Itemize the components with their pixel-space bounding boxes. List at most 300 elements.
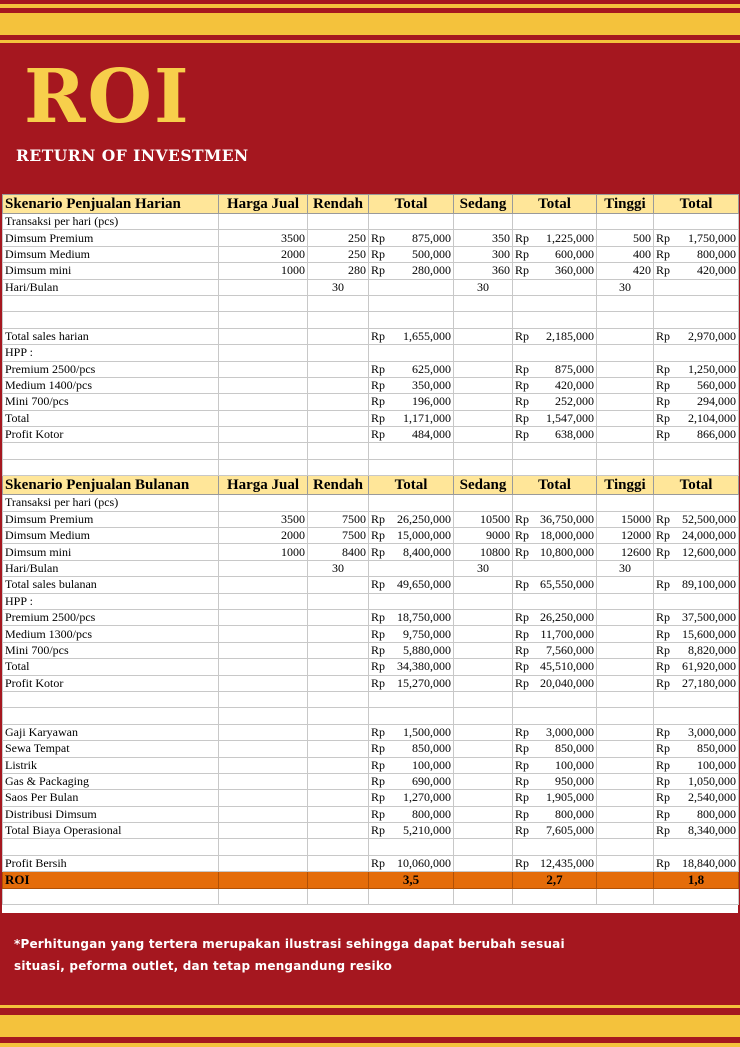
price-cell: 1000 xyxy=(219,263,308,279)
row-label: Profit Bersih xyxy=(3,855,219,871)
table-cell xyxy=(454,888,513,904)
low-qty-cell xyxy=(308,659,369,675)
table-row xyxy=(3,544,739,560)
low-qty-cell: 30 xyxy=(308,279,369,295)
high-qty-cell xyxy=(597,855,654,871)
high-total-cell xyxy=(654,279,739,295)
low-qty-cell: 250 xyxy=(308,230,369,246)
low-total-cell xyxy=(369,495,454,511)
high-qty-cell xyxy=(597,577,654,593)
amount-value: 3,000,000 xyxy=(688,724,736,739)
price-cell xyxy=(219,790,308,806)
low-total-cell xyxy=(369,345,454,361)
mid-total-cell xyxy=(513,642,597,658)
amount-value: 36,750,000 xyxy=(540,511,594,526)
low-qty-cell xyxy=(308,312,369,328)
table-cell xyxy=(308,872,369,888)
high-qty-cell: 12600 xyxy=(597,544,654,560)
row-label: Mini 700/pcs xyxy=(3,642,219,658)
price-cell xyxy=(219,773,308,789)
currency-label: Rp xyxy=(371,774,386,789)
mid-qty-cell: 30 xyxy=(454,279,513,295)
high-qty-cell xyxy=(597,593,654,609)
table-cell xyxy=(219,888,308,904)
mid-qty-cell: 360 xyxy=(454,263,513,279)
table-row xyxy=(3,741,739,757)
table-row xyxy=(3,214,739,230)
low-total-cell xyxy=(369,659,454,675)
high-total-cell xyxy=(654,394,739,410)
mid-total-cell xyxy=(513,246,597,262)
low-qty-cell xyxy=(308,345,369,361)
amount-value: 1,547,000 xyxy=(546,410,594,425)
amount-value: 800,000 xyxy=(697,806,736,821)
currency-label: Rp xyxy=(515,328,530,343)
currency-label: Rp xyxy=(515,246,530,261)
currency-label: Rp xyxy=(656,230,671,245)
table-row xyxy=(3,410,739,426)
high-total-cell xyxy=(654,593,739,609)
high-total-cell xyxy=(654,659,739,675)
mid-qty-cell: 10800 xyxy=(454,544,513,560)
high-qty-cell xyxy=(597,790,654,806)
low-qty-cell xyxy=(308,214,369,230)
currency-label: Rp xyxy=(515,659,530,674)
mid-qty-cell xyxy=(454,806,513,822)
table-cell xyxy=(597,888,654,904)
currency-label: Rp xyxy=(371,741,386,756)
mid-total-cell xyxy=(513,741,597,757)
amount-value: 1,500,000 xyxy=(403,724,451,739)
amount-value: 294,000 xyxy=(697,394,736,409)
amount-value: 500,000 xyxy=(412,246,451,261)
roi-row xyxy=(3,872,739,888)
low-total-cell xyxy=(369,642,454,658)
low-total-cell xyxy=(369,691,454,707)
price-cell xyxy=(219,295,308,311)
price-cell xyxy=(219,427,308,443)
currency-label: Rp xyxy=(656,577,671,592)
high-total-cell xyxy=(654,823,739,839)
high-total-cell xyxy=(654,724,739,740)
low-qty-cell xyxy=(308,427,369,443)
currency-label: Rp xyxy=(515,511,530,526)
table-row xyxy=(3,263,739,279)
row-label: Saos Per Bulan xyxy=(3,790,219,806)
amount-value: 27,180,000 xyxy=(682,675,736,690)
bottom-border-ornament xyxy=(0,1003,740,1047)
row-label xyxy=(3,312,219,328)
mid-qty-cell: 10500 xyxy=(454,511,513,527)
row-label: Total xyxy=(3,659,219,675)
currency-label: Rp xyxy=(656,724,671,739)
high-total-cell xyxy=(654,544,739,560)
currency-label: Rp xyxy=(515,790,530,805)
mid-total-cell xyxy=(513,577,597,593)
amount-value: 8,820,000 xyxy=(688,642,736,657)
table-row xyxy=(3,675,739,691)
high-qty-cell: 500 xyxy=(597,230,654,246)
currency-label: Rp xyxy=(515,610,530,625)
high-qty-cell xyxy=(597,839,654,855)
amount-value: 1,655,000 xyxy=(403,328,451,343)
currency-label: Rp xyxy=(515,378,530,393)
low-total-cell xyxy=(369,410,454,426)
low-qty-cell xyxy=(308,642,369,658)
currency-label: Rp xyxy=(515,642,530,657)
table-row xyxy=(3,823,739,839)
table-row xyxy=(3,345,739,361)
amount-value: 800,000 xyxy=(412,806,451,821)
currency-label: Rp xyxy=(371,610,386,625)
amount-value: 196,000 xyxy=(412,394,451,409)
low-qty-cell xyxy=(308,361,369,377)
table-row xyxy=(3,888,739,904)
row-label: Dimsum mini xyxy=(3,263,219,279)
amount-value: 638,000 xyxy=(555,427,594,442)
amount-value: 1,250,000 xyxy=(688,361,736,376)
amount-value: 89,100,000 xyxy=(682,577,736,592)
table-row xyxy=(3,312,739,328)
row-label: HPP : xyxy=(3,593,219,609)
amount-value: 9,750,000 xyxy=(403,626,451,641)
row-label: Dimsum Medium xyxy=(3,528,219,544)
mid-qty-cell xyxy=(454,790,513,806)
high-total-cell xyxy=(654,528,739,544)
mid-qty-cell xyxy=(454,675,513,691)
mid-qty-cell xyxy=(454,427,513,443)
currency-label: Rp xyxy=(656,610,671,625)
harian-header-row xyxy=(3,195,739,214)
high-qty-cell xyxy=(597,642,654,658)
high-total-cell xyxy=(654,345,739,361)
currency-label: Rp xyxy=(656,757,671,772)
price-cell xyxy=(219,560,308,576)
currency-label: Rp xyxy=(371,790,386,805)
low-qty-cell xyxy=(308,823,369,839)
currency-label: Rp xyxy=(371,626,386,641)
amount-value: 100,000 xyxy=(697,757,736,772)
amount-value: 18,000,000 xyxy=(540,528,594,543)
high-qty-cell xyxy=(597,427,654,443)
table-row xyxy=(3,609,739,625)
high-total-cell xyxy=(654,410,739,426)
low-total-cell xyxy=(369,855,454,871)
mid-qty-cell xyxy=(454,459,513,475)
low-qty-cell xyxy=(308,593,369,609)
amount-value: 1,225,000 xyxy=(546,230,594,245)
low-total-cell xyxy=(369,757,454,773)
high-qty-cell: 400 xyxy=(597,246,654,262)
mid-total-cell xyxy=(513,839,597,855)
currency-label: Rp xyxy=(656,741,671,756)
row-label xyxy=(3,459,219,475)
mid-total-cell xyxy=(513,724,597,740)
currency-label: Rp xyxy=(371,659,386,674)
price-cell xyxy=(219,708,308,724)
high-total-cell xyxy=(654,328,739,344)
row-label: Dimsum Premium xyxy=(3,511,219,527)
row-label: Profit Kotor xyxy=(3,675,219,691)
mid-qty-cell xyxy=(454,361,513,377)
row-label: Profit Kotor xyxy=(3,427,219,443)
high-total-cell xyxy=(654,577,739,593)
high-qty-cell xyxy=(597,626,654,642)
amount-value: 10,800,000 xyxy=(540,544,594,559)
amount-value: 8,400,000 xyxy=(403,544,451,559)
mid-qty-cell xyxy=(454,659,513,675)
currency-label: Rp xyxy=(515,626,530,641)
price-cell xyxy=(219,361,308,377)
mid-qty-cell xyxy=(454,577,513,593)
mid-qty-cell xyxy=(454,495,513,511)
mid-qty-cell xyxy=(454,377,513,393)
row-label: Total xyxy=(3,410,219,426)
currency-label: Rp xyxy=(515,577,530,592)
currency-label: Rp xyxy=(371,724,386,739)
mid-qty-cell xyxy=(454,708,513,724)
table-row xyxy=(3,295,739,311)
high-qty-cell: 30 xyxy=(597,560,654,576)
amount-value: 1,270,000 xyxy=(403,790,451,805)
amount-value: 850,000 xyxy=(697,741,736,756)
column-header: Harga Jual xyxy=(219,476,308,495)
mid-qty-cell xyxy=(454,741,513,757)
amount-value: 252,000 xyxy=(555,394,594,409)
amount-value: 26,250,000 xyxy=(397,511,451,526)
roi-label: ROI xyxy=(3,872,219,888)
mid-qty-cell xyxy=(454,691,513,707)
mid-qty-cell xyxy=(454,757,513,773)
high-qty-cell xyxy=(597,757,654,773)
amount-value: 18,750,000 xyxy=(397,610,451,625)
column-header: Harga Jual xyxy=(219,195,308,214)
currency-label: Rp xyxy=(515,757,530,772)
table-row xyxy=(3,806,739,822)
amount-value: 15,270,000 xyxy=(397,675,451,690)
high-total-cell xyxy=(654,361,739,377)
currency-label: Rp xyxy=(656,544,671,559)
low-total-cell xyxy=(369,577,454,593)
column-header: Total xyxy=(513,476,597,495)
mid-qty-cell: 30 xyxy=(454,560,513,576)
mid-total-cell xyxy=(513,708,597,724)
high-qty-cell: 15000 xyxy=(597,511,654,527)
mid-total-cell xyxy=(513,544,597,560)
mid-total-cell xyxy=(513,410,597,426)
currency-label: Rp xyxy=(656,790,671,805)
table-cell xyxy=(369,888,454,904)
low-total-cell xyxy=(369,724,454,740)
price-cell xyxy=(219,377,308,393)
amount-value: 800,000 xyxy=(697,246,736,261)
currency-label: Rp xyxy=(515,774,530,789)
low-total-cell xyxy=(369,544,454,560)
column-header: Total xyxy=(654,476,739,495)
currency-label: Rp xyxy=(515,544,530,559)
price-cell xyxy=(219,345,308,361)
price-cell xyxy=(219,855,308,871)
currency-label: Rp xyxy=(371,246,386,261)
low-qty-cell xyxy=(308,773,369,789)
high-qty-cell xyxy=(597,312,654,328)
low-total-cell xyxy=(369,593,454,609)
high-total-cell xyxy=(654,459,739,475)
row-label: Total sales harian xyxy=(3,328,219,344)
roi-low-value: 3,5 xyxy=(369,872,454,888)
table-row xyxy=(3,361,739,377)
low-qty-cell xyxy=(308,295,369,311)
column-header: Tinggi xyxy=(597,476,654,495)
price-cell: 2000 xyxy=(219,528,308,544)
high-qty-cell: 420 xyxy=(597,263,654,279)
currency-label: Rp xyxy=(656,511,671,526)
high-total-cell xyxy=(654,560,739,576)
low-total-cell xyxy=(369,459,454,475)
currency-label: Rp xyxy=(371,856,386,871)
amount-value: 866,000 xyxy=(697,427,736,442)
low-qty-cell xyxy=(308,377,369,393)
mid-qty-cell xyxy=(454,823,513,839)
amount-value: 850,000 xyxy=(412,741,451,756)
low-total-cell xyxy=(369,609,454,625)
table-row xyxy=(3,855,739,871)
amount-value: 1,905,000 xyxy=(546,790,594,805)
mid-total-cell xyxy=(513,312,597,328)
high-total-cell xyxy=(654,230,739,246)
amount-value: 11,700,000 xyxy=(540,626,594,641)
table-row xyxy=(3,790,739,806)
high-qty-cell xyxy=(597,659,654,675)
currency-label: Rp xyxy=(515,823,530,838)
table-cell xyxy=(454,872,513,888)
row-label: Dimsum mini xyxy=(3,544,219,560)
mid-qty-cell xyxy=(454,295,513,311)
low-total-cell xyxy=(369,295,454,311)
low-qty-cell xyxy=(308,410,369,426)
low-qty-cell: 280 xyxy=(308,263,369,279)
row-label: Distribusi Dimsum xyxy=(3,806,219,822)
currency-label: Rp xyxy=(371,394,386,409)
low-qty-cell xyxy=(308,394,369,410)
low-qty-cell xyxy=(308,757,369,773)
mid-total-cell xyxy=(513,495,597,511)
high-qty-cell xyxy=(597,443,654,459)
table-row xyxy=(3,511,739,527)
row-label: Gas & Packaging xyxy=(3,773,219,789)
table-row xyxy=(3,691,739,707)
table-row xyxy=(3,560,739,576)
low-qty-cell xyxy=(308,741,369,757)
table-row xyxy=(3,394,739,410)
table-cell xyxy=(308,888,369,904)
mid-total-cell xyxy=(513,459,597,475)
price-cell xyxy=(219,312,308,328)
currency-label: Rp xyxy=(515,230,530,245)
bulanan-header-row xyxy=(3,476,739,495)
low-qty-cell xyxy=(308,577,369,593)
currency-label: Rp xyxy=(371,528,386,543)
low-total-cell xyxy=(369,790,454,806)
amount-value: 20,040,000 xyxy=(540,675,594,690)
mid-qty-cell xyxy=(454,394,513,410)
row-label xyxy=(3,443,219,459)
price-cell xyxy=(219,328,308,344)
amount-value: 1,750,000 xyxy=(688,230,736,245)
mid-total-cell xyxy=(513,855,597,871)
page-title: ROI xyxy=(24,54,191,140)
mid-total-cell xyxy=(513,593,597,609)
low-total-cell xyxy=(369,675,454,691)
column-header: Sedang xyxy=(454,195,513,214)
low-qty-cell: 30 xyxy=(308,560,369,576)
row-label xyxy=(3,295,219,311)
amount-value: 100,000 xyxy=(555,757,594,772)
price-cell xyxy=(219,741,308,757)
row-label: Transaksi per hari (pcs) xyxy=(3,495,219,511)
table-row xyxy=(3,724,739,740)
amount-value: 8,340,000 xyxy=(688,823,736,838)
price-cell xyxy=(219,675,308,691)
low-total-cell xyxy=(369,528,454,544)
high-qty-cell: 12000 xyxy=(597,528,654,544)
mid-total-cell xyxy=(513,394,597,410)
low-qty-cell xyxy=(308,459,369,475)
table-row xyxy=(3,659,739,675)
currency-label: Rp xyxy=(656,410,671,425)
column-header: Total xyxy=(369,195,454,214)
table-row xyxy=(3,459,739,475)
high-total-cell xyxy=(654,741,739,757)
currency-label: Rp xyxy=(656,856,671,871)
high-total-cell xyxy=(654,295,739,311)
amount-value: 12,435,000 xyxy=(540,856,594,871)
price-cell xyxy=(219,593,308,609)
low-total-cell xyxy=(369,626,454,642)
row-label xyxy=(3,839,219,855)
currency-label: Rp xyxy=(515,427,530,442)
low-qty-cell xyxy=(308,609,369,625)
amount-value: 2,104,000 xyxy=(688,410,736,425)
currency-label: Rp xyxy=(371,230,386,245)
low-total-cell xyxy=(369,511,454,527)
currency-label: Rp xyxy=(371,544,386,559)
amount-value: 800,000 xyxy=(555,806,594,821)
high-total-cell xyxy=(654,443,739,459)
amount-value: 34,380,000 xyxy=(397,659,451,674)
table-row xyxy=(3,642,739,658)
row-label: Hari/Bulan xyxy=(3,279,219,295)
table-row xyxy=(3,708,739,724)
row-label: Medium 1300/pcs xyxy=(3,626,219,642)
table-row xyxy=(3,377,739,393)
mid-total-cell xyxy=(513,295,597,311)
high-qty-cell xyxy=(597,345,654,361)
mid-qty-cell xyxy=(454,443,513,459)
amount-value: 875,000 xyxy=(555,361,594,376)
high-qty-cell xyxy=(597,675,654,691)
amount-value: 10,060,000 xyxy=(397,856,451,871)
currency-label: Rp xyxy=(656,528,671,543)
mid-qty-cell xyxy=(454,312,513,328)
high-total-cell xyxy=(654,495,739,511)
amount-value: 484,000 xyxy=(412,427,451,442)
table-row xyxy=(3,279,739,295)
high-total-cell xyxy=(654,511,739,527)
low-total-cell xyxy=(369,839,454,855)
high-qty-cell xyxy=(597,806,654,822)
amount-value: 26,250,000 xyxy=(540,610,594,625)
